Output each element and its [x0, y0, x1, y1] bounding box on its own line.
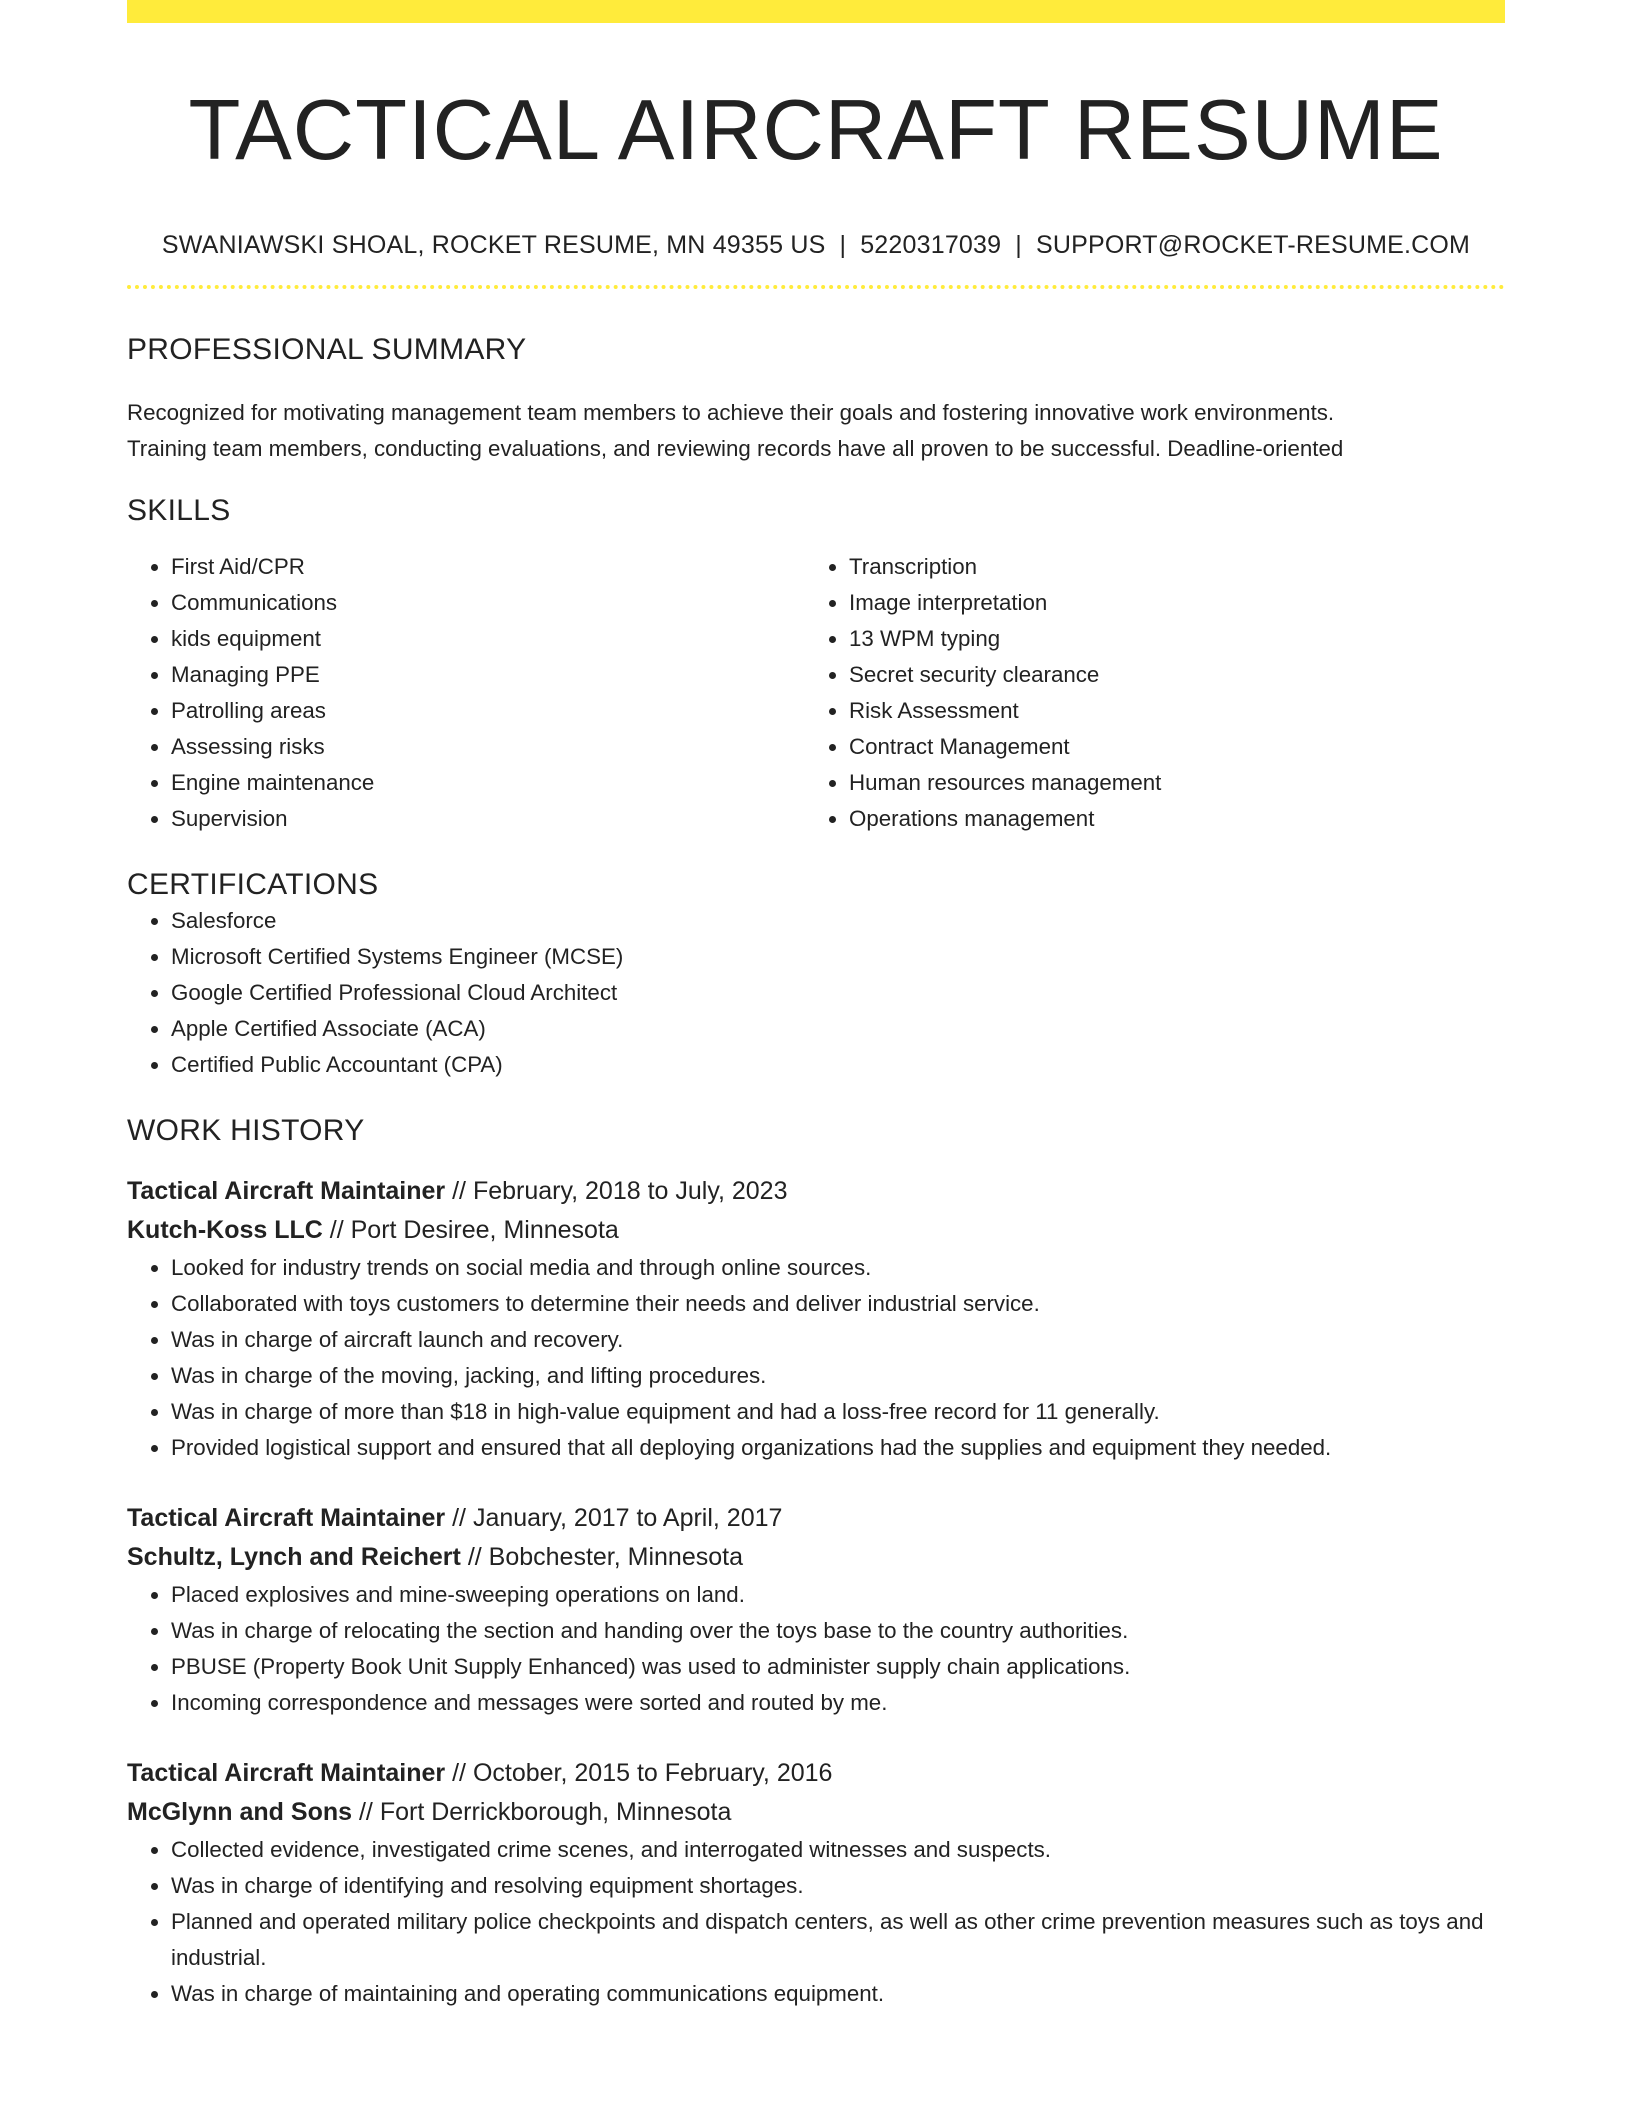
- certification-item: • Salesforce: [171, 903, 1505, 939]
- contact-line: [127, 230, 1505, 260]
- job-bullet-list: [127, 1250, 1505, 1466]
- skill-item: • Image interpretation: [849, 585, 1483, 621]
- skill-item: • Communications: [171, 585, 805, 621]
- skill-item: • Supervision: [171, 801, 805, 837]
- skill-item: • Patrolling areas: [171, 693, 805, 729]
- resume-title: TACTICAL AIRCRAFT RESUME: [188, 83, 1444, 178]
- certification-item: • Apple Certified Associate (ACA): [171, 1011, 1505, 1047]
- job-location: // Bobchester, Minnesota: [467, 1543, 743, 1571]
- job-bullet: • Collaborated with toys customers to determine their needs and deliver industrial service.: [171, 1286, 1505, 1322]
- skill-item: • kids equipment: [171, 621, 805, 657]
- job-bullet: • Was in charge of aircraft launch and recovery.: [171, 1322, 1505, 1358]
- job-bullet: • PBUSE (Property Book Unit Supply Enhanced) was used to administer supply chain applications.: [171, 1649, 1505, 1685]
- skills-heading: SKILLS: [127, 494, 231, 527]
- job-bullet-list: [127, 1832, 1505, 2012]
- skill-item: • Transcription: [849, 549, 1483, 585]
- job-bullet: • Was in charge of identifying and resolving equipment shortages.: [171, 1868, 1505, 1904]
- skill-item: • Assessing risks: [171, 729, 805, 765]
- job-bullet: • Placed explosives and mine-sweeping operations on land.: [171, 1577, 1505, 1613]
- job-entry: [127, 1499, 1505, 1721]
- job-bullet: • Was in charge of more than $18 in high-value equipment and had a loss-free record for 11 generally.: [171, 1394, 1505, 1430]
- skill-item: • Managing PPE: [171, 657, 805, 693]
- resume-content: [127, 0, 1505, 2012]
- skill-item: • Secret security clearance: [849, 657, 1483, 693]
- skill-item: • Contract Management: [849, 729, 1483, 765]
- summary-line-2: Training team members, conducting evaluations, and reviewing records have all proven to be successful. Deadline-oriented: [127, 436, 1344, 461]
- job-bullet: • Collected evidence, investigated crime scenes, and interrogated witnesses and suspects.: [171, 1832, 1505, 1868]
- job-bullet: • Was in charge of relocating the section and handing over the toys base to the country authorities.: [171, 1613, 1505, 1649]
- skill-item: • Engine maintenance: [171, 765, 805, 801]
- skills-column-left: [127, 549, 805, 837]
- skills-column-right: [805, 549, 1483, 837]
- job-bullet: • Was in charge of the moving, jacking, and lifting procedures.: [171, 1358, 1505, 1394]
- job-bullet: • Looked for industry trends on social media and through online sources.: [171, 1250, 1505, 1286]
- job-company: McGlynn and Sons: [127, 1798, 353, 1826]
- contact-phone: 5220317039: [860, 231, 1002, 259]
- skill-item: • First Aid/CPR: [171, 549, 805, 585]
- job-title-line: [127, 1754, 1505, 1793]
- job-role: Tactical Aircraft Maintainer: [127, 1504, 446, 1532]
- dotted-divider: [127, 285, 1505, 289]
- work-history-heading: WORK HISTORY: [127, 1114, 365, 1147]
- job-role: Tactical Aircraft Maintainer: [127, 1177, 446, 1205]
- job-entry: [127, 1754, 1505, 2012]
- certification-item: • Microsoft Certified Systems Engineer (MCSE): [171, 939, 1505, 975]
- job-company-line: [127, 1211, 1505, 1250]
- summary-heading: PROFESSIONAL SUMMARY: [127, 333, 527, 366]
- skill-item: • Risk Assessment: [849, 693, 1483, 729]
- contact-address: SWANIAWSKI SHOAL, ROCKET RESUME, MN 49355 US: [161, 231, 826, 259]
- skill-item: • 13 WPM typing: [849, 621, 1483, 657]
- job-location: // Fort Derrickborough, Minnesota: [358, 1798, 732, 1826]
- certification-item: • Certified Public Accountant (CPA): [171, 1047, 1505, 1083]
- contact-email: SUPPORT@ROCKET-RESUME.COM: [1035, 231, 1471, 259]
- job-company: Kutch-Koss LLC: [127, 1216, 323, 1244]
- job-dates: // February, 2018 to July, 2023: [452, 1177, 788, 1205]
- certifications-list: [127, 903, 1505, 1083]
- summary-text: [127, 395, 1505, 467]
- job-company-line: [127, 1538, 1505, 1577]
- summary-line-1: Recognized for motivating management team members to achieve their goals and fostering innovative work environments.: [127, 400, 1335, 425]
- job-entry: [127, 1172, 1505, 1466]
- job-dates: // January, 2017 to April, 2017: [452, 1504, 783, 1532]
- job-title-line: [127, 1499, 1505, 1538]
- job-title-line: [127, 1172, 1505, 1211]
- contact-separator: |: [1015, 231, 1022, 259]
- skill-item: • Human resources management: [849, 765, 1483, 801]
- job-company: Schultz, Lynch and Reichert: [127, 1543, 461, 1571]
- job-bullet: • Planned and operated military police checkpoints and dispatch centers, as well as other crime prevention measures such as toys and industrial.: [171, 1904, 1505, 1976]
- skills-list-left: [127, 549, 805, 837]
- certification-item: • Google Certified Professional Cloud Architect: [171, 975, 1505, 1011]
- skill-item: • Operations management: [849, 801, 1483, 837]
- skills-list-right: [805, 549, 1483, 837]
- contact-separator: |: [839, 231, 847, 259]
- job-location: // Port Desiree, Minnesota: [329, 1216, 619, 1244]
- job-bullet: • Incoming correspondence and messages were sorted and routed by me.: [171, 1685, 1505, 1721]
- job-bullet: • Was in charge of maintaining and operating communications equipment.: [171, 1976, 1505, 2012]
- job-company-line: [127, 1793, 1505, 1832]
- job-bullet: • Provided logistical support and ensured that all deploying organizations had the supplies and equipment they needed.: [171, 1430, 1505, 1466]
- job-dates: // October, 2015 to February, 2016: [452, 1759, 833, 1787]
- job-bullet-list: [127, 1577, 1505, 1721]
- certifications-heading: CERTIFICATIONS: [127, 868, 379, 901]
- job-role: Tactical Aircraft Maintainer: [127, 1759, 446, 1787]
- skills-columns: [127, 549, 1505, 837]
